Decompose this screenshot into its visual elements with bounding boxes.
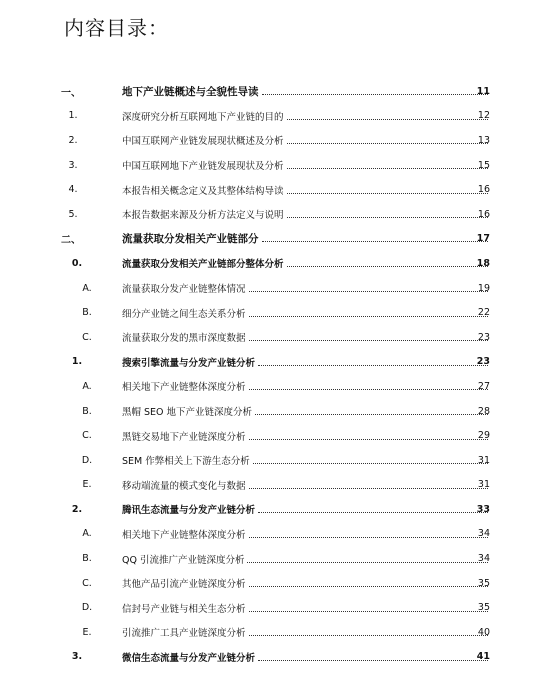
toc-entry-link[interactable] — [122, 625, 490, 639]
toc-entry-label: 腾讯生态流量与分发产业链分析 — [122, 505, 256, 517]
toc-entry-label: 流量获取分发产业链整体情况 — [122, 284, 246, 296]
toc-entry-label: 微信生态流量与分发产业链分析 — [122, 652, 256, 664]
toc-entry-page: 18 — [476, 257, 490, 269]
toc-entry-label: 黑链交易地下产业链深度分析 — [122, 431, 246, 443]
toc-entry-number: B. — [82, 307, 92, 319]
toc-entry-link[interactable] — [122, 429, 490, 443]
toc-entry-page: 34 — [477, 553, 490, 565]
toc-entry-label: 细分产业链之间生态关系分析 — [122, 308, 246, 320]
toc-entry[interactable] — [0, 153, 542, 178]
toc-entry-page: 13 — [477, 134, 490, 146]
toc-entry-link[interactable] — [122, 306, 490, 320]
toc-entry[interactable] — [0, 374, 542, 399]
dot-leader — [249, 315, 488, 317]
dot-leader — [258, 511, 488, 513]
toc-entry-page: 23 — [477, 331, 490, 343]
toc-entry-label: QQ 引流推广产业链深度分析 — [122, 554, 245, 566]
dot-leader — [262, 93, 489, 95]
toc-entry-number: 二、 — [61, 235, 81, 247]
toc-entry-page: 22 — [477, 307, 490, 319]
toc-entry-page: 16 — [477, 184, 490, 196]
toc-entry-link[interactable] — [122, 379, 490, 393]
toc-entry-link[interactable] — [122, 478, 490, 492]
toc-entry-number: 2. — [68, 134, 78, 146]
toc-entry-page: 41 — [476, 651, 490, 663]
toc-entry-number: B. — [82, 553, 92, 565]
toc-entry-label: 搜索引擎流量与分发产业链分析 — [122, 357, 256, 369]
toc-entry-page: 33 — [476, 503, 490, 515]
toc-entry[interactable] — [0, 79, 542, 104]
toc-entry[interactable] — [0, 645, 542, 670]
toc-entry-link[interactable] — [122, 601, 490, 615]
toc-entry-link[interactable] — [122, 650, 490, 664]
toc-entry-label: 相关地下产业链整体深度分析 — [122, 529, 246, 541]
toc-entry-link[interactable] — [122, 527, 490, 541]
toc-entry-number: A. — [82, 528, 92, 540]
dot-leader — [249, 487, 488, 489]
toc-entry-number: 0. — [71, 257, 83, 269]
toc-entry[interactable] — [0, 128, 542, 153]
toc-entry[interactable] — [0, 473, 542, 498]
dot-leader — [258, 659, 488, 661]
dot-leader — [249, 388, 488, 390]
dot-leader — [287, 167, 488, 169]
dot-leader — [253, 462, 488, 464]
dot-leader — [249, 610, 488, 612]
toc-entry-page: 40 — [477, 626, 490, 638]
toc-entry-page: 16 — [477, 208, 490, 220]
dot-leader — [287, 216, 488, 218]
toc-entry-link[interactable] — [122, 453, 490, 467]
toc-entry-link[interactable] — [122, 109, 490, 123]
toc-entry-number: D. — [81, 602, 93, 614]
toc-entry-link[interactable] — [122, 281, 490, 295]
toc-entry-page: 19 — [477, 282, 490, 294]
dot-leader — [287, 142, 488, 144]
toc-entry-label: 中国互联网产业链发展现状概述及分析 — [122, 136, 284, 148]
toc-entry-label: 黑帽 SEO 地下产业链深度分析 — [122, 407, 253, 419]
toc-entry[interactable] — [0, 325, 542, 350]
toc-entry[interactable] — [0, 571, 542, 596]
toc-entry-page: 12 — [477, 110, 490, 122]
toc-entry-label: 流量获取分发相关产业链部分 — [122, 233, 259, 246]
table-of-contents — [0, 79, 542, 669]
dot-leader — [287, 265, 488, 267]
toc-entry-number: C. — [82, 577, 92, 589]
toc-entry-number: D. — [81, 454, 93, 466]
toc-entry-link[interactable] — [122, 330, 490, 344]
toc-entry-number: 3. — [71, 651, 83, 663]
toc-entry-link[interactable] — [122, 231, 490, 246]
toc-entry-page: 27 — [477, 380, 490, 392]
toc-entry-page: 17 — [476, 233, 490, 245]
toc-entry[interactable] — [0, 251, 542, 276]
toc-entry[interactable] — [0, 620, 542, 645]
toc-entry-number: 一、 — [61, 87, 81, 99]
toc-entry[interactable] — [0, 448, 542, 473]
dot-leader — [249, 585, 488, 587]
toc-entry-link[interactable] — [122, 502, 490, 516]
toc-entry-page: 31 — [477, 479, 490, 491]
toc-entry-page: 23 — [476, 356, 490, 368]
toc-entry-number: C. — [82, 430, 92, 442]
toc-entry-label: 引流推广工具产业链深度分析 — [122, 628, 246, 640]
toc-entry-link[interactable] — [122, 355, 490, 369]
toc-entry-label: 本报告相关概念定义及其整体结构导读 — [122, 185, 284, 197]
dot-leader — [249, 290, 488, 292]
toc-entry-label: 其他产品引流产业链深度分析 — [122, 579, 246, 591]
toc-entry[interactable] — [0, 522, 542, 547]
toc-entry-number: E. — [82, 479, 92, 491]
toc-entry[interactable] — [0, 423, 542, 448]
toc-entry-link[interactable] — [122, 576, 490, 590]
toc-entry-link[interactable] — [122, 552, 490, 566]
dot-leader — [287, 118, 488, 120]
toc-entry-link[interactable] — [122, 256, 490, 270]
toc-entry[interactable] — [0, 202, 542, 227]
toc-entry-number: 1. — [71, 356, 83, 368]
toc-entry-label: 本报告数据来源及分析方法定义与说明 — [122, 210, 284, 222]
toc-entry[interactable] — [0, 276, 542, 301]
toc-entry[interactable] — [0, 546, 542, 571]
toc-entry-label: 中国互联网地下产业链发展现状及分析 — [122, 161, 284, 173]
dot-leader — [249, 634, 488, 636]
toc-entry-link[interactable] — [122, 133, 490, 147]
toc-entry-page: 31 — [477, 454, 490, 466]
toc-entry-page: 29 — [477, 430, 490, 442]
toc-entry-number: A. — [82, 282, 92, 294]
dot-leader — [287, 192, 488, 194]
toc-entry-link[interactable] — [122, 183, 490, 197]
toc-entry-link[interactable] — [122, 158, 490, 172]
toc-entry[interactable] — [0, 227, 542, 252]
toc-entry[interactable] — [0, 350, 542, 375]
toc-entry-label: 移动端流量的模式变化与数据 — [122, 480, 246, 492]
toc-entry-page: 35 — [477, 602, 490, 614]
dot-leader — [249, 438, 488, 440]
toc-entry[interactable] — [0, 399, 542, 424]
toc-entry-number: B. — [82, 405, 92, 417]
toc-entry-number: 4. — [68, 184, 78, 196]
toc-entry[interactable] — [0, 177, 542, 202]
toc-entry-label: 信封号产业链与相关生态分析 — [122, 603, 246, 615]
dot-leader — [258, 364, 488, 366]
toc-entry-number: A. — [82, 380, 92, 392]
toc-entry-link[interactable] — [122, 84, 490, 99]
toc-entry-label: 深度研究分析互联网地下产业链的目的 — [122, 111, 284, 123]
toc-entry-label: SEM 作弊相关上下游生态分析 — [122, 456, 250, 468]
toc-entry-label: 流量获取分发相关产业链部分整体分析 — [122, 259, 284, 271]
toc-entry-page: 11 — [476, 85, 490, 97]
dot-leader — [249, 339, 488, 341]
toc-entry-page: 34 — [477, 528, 490, 540]
toc-entry-label: 流量获取分发的黑市深度数据 — [122, 333, 246, 345]
toc-entry-label: 地下产业链概述与全貌性导读 — [122, 85, 259, 98]
toc-entry-number: C. — [82, 331, 92, 343]
toc-title: 内容目录： — [64, 16, 169, 40]
dot-leader — [262, 240, 489, 242]
toc-entry[interactable] — [0, 104, 542, 129]
toc-entry-page: 35 — [477, 577, 490, 589]
toc-entry-page: 15 — [477, 159, 490, 171]
toc-entry-number: 1. — [68, 110, 78, 122]
toc-entry-number: 3. — [68, 159, 78, 171]
toc-entry-label: 相关地下产业链整体深度分析 — [122, 382, 246, 394]
toc-entry[interactable] — [0, 300, 542, 325]
toc-entry-link[interactable] — [122, 404, 490, 418]
toc-entry[interactable] — [0, 497, 542, 522]
toc-entry-number: E. — [82, 626, 92, 638]
toc-entry-page: 28 — [477, 405, 490, 417]
toc-entry-number: 2. — [71, 503, 83, 515]
toc-entry-number: 5. — [68, 208, 78, 220]
toc-entry[interactable] — [0, 595, 542, 620]
toc-entry-link[interactable] — [122, 207, 490, 221]
dot-leader — [247, 561, 488, 563]
dot-leader — [255, 413, 488, 415]
dot-leader — [249, 536, 488, 538]
